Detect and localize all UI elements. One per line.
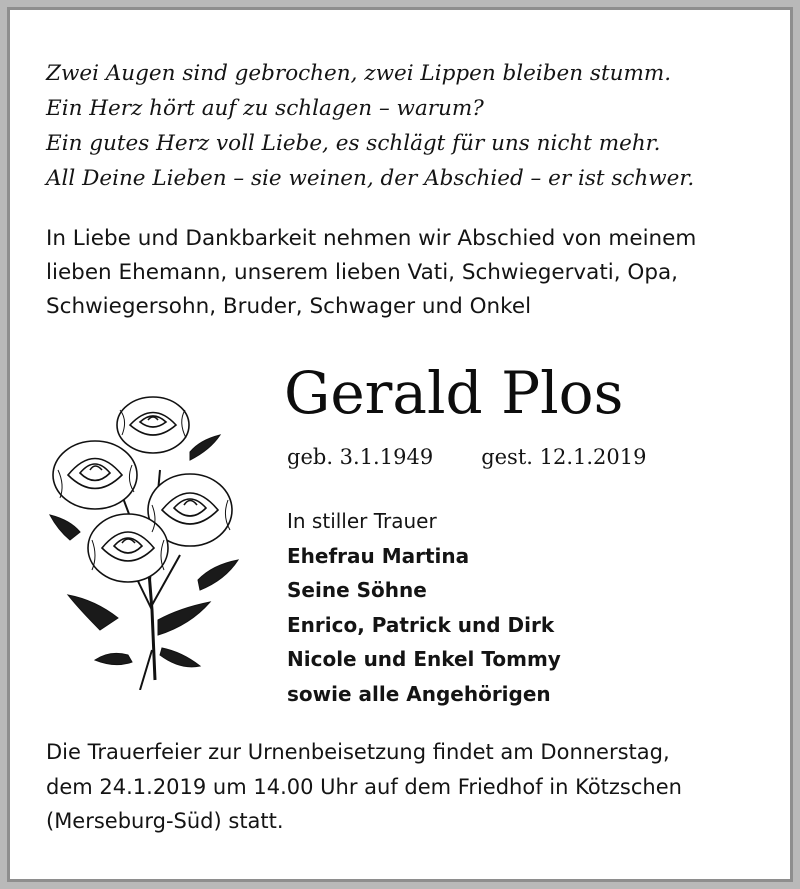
poem-line: Ein Herz hört auf zu schlagen – warum? <box>46 96 484 121</box>
mourner-line: Ehefrau Martina <box>287 543 470 568</box>
poem-line: Ein gutes Herz voll Liebe, es schlägt für uns nicht mehr. <box>46 131 661 156</box>
mourner-line: Nicole und Enkel Tommy <box>287 647 561 671</box>
funeral-line: Die Trauerfeier zur Urnenbeisetzung findet am Donnerstag, <box>46 740 670 764</box>
intro-line: Schwiegersohn, Bruder, Schwager und Onkel <box>46 294 532 319</box>
mourner-line: Seine Söhne <box>287 578 427 602</box>
intro-text <box>46 222 766 324</box>
mourners-heading: In stiller Trauer <box>287 509 437 533</box>
life-dates <box>287 442 647 472</box>
intro-line: In Liebe und Dankbarkeit nehmen wir Abschied von meinem <box>46 226 697 251</box>
funeral-info <box>46 735 766 839</box>
funeral-line: dem 24.1.2019 um 14.00 Uhr auf dem Friedhof in Kötzschen <box>46 774 682 799</box>
funeral-line: (Merseburg-Süd) statt. <box>46 809 284 833</box>
rose-bouquet-icon <box>40 380 250 690</box>
poem <box>46 56 766 196</box>
mourner-line: Enrico, Patrick und Dirk <box>287 612 555 637</box>
birth-date: geb. 3.1.1949 <box>287 445 434 469</box>
intro-line: lieben Ehemann, unserem lieben Vati, Schwiegervati, Opa, <box>46 260 678 285</box>
mourners-block <box>287 504 561 711</box>
poem-line: All Deine Lieben – sie weinen, der Abschied – er ist schwer. <box>46 166 695 191</box>
death-date: gest. 12.1.2019 <box>481 445 647 469</box>
poem-line: Zwei Augen sind gebrochen, zwei Lippen bleiben stumm. <box>46 61 672 86</box>
mourner-line: sowie alle Angehörigen <box>287 681 551 706</box>
deceased-name: Gerald Plos <box>284 359 624 427</box>
